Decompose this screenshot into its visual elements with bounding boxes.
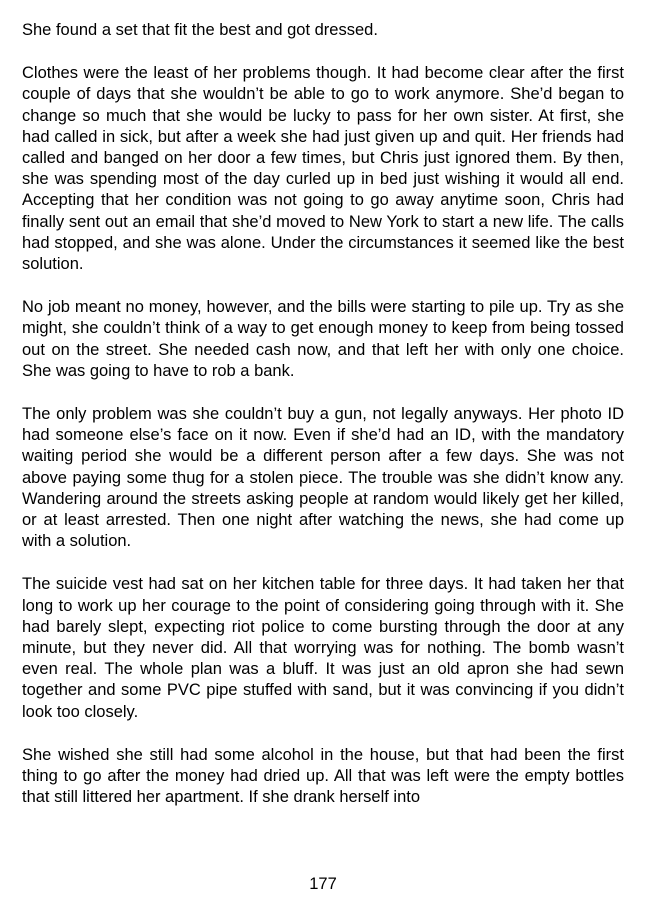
page-number: 177 [309, 875, 337, 893]
paragraph-5: The suicide vest had sat on her kitchen table for three days. It had taken her that long to work up her courage to the point of considering going through with it. She had barely slept, expecting riot police to come bursting through the door at any minute, but they never did. All that worrying was for nothing. The bomb wasn’t even real. The whole plan was a bluff. It was just an old apron she had sewn together and some PVC pipe stuffed with sand, but it was convincing if you didn’t look too closely. [22, 575, 624, 721]
paragraph-4: The only problem was she couldn’t buy a gun, not legally anyways. Her photo ID had someone else’s face on it now. Even if she’d had an ID, with the mandatory waiting period she would be a different person after a few days. She was not above paying some thug for a stolen piece. The trouble was she didn’t know any. Wandering around the streets asking people at random would likely get her killed, or at least arrested. Then one night after watching the news, she had come up with a solution. [22, 405, 624, 551]
page-body [22, 20, 624, 831]
paragraph-2: Clothes were the least of her problems though. It had become clear after the first couple of days that she wouldn’t be able to go to work anymore. She’d began to change so much that she would be lucky to pass for her own sister. At first, she had called in sick, but after a week she had just given up and quit. Her friends had called and banged on her door a few times, but Chris just ignored them. By then, she was spending most of the day curled up in bed just wishing it would all end. Accepting that her condition was not going to go away anytime soon, Chris had finally sent out an email that she’d moved to New York to start a new life. The calls had stopped, and she was alone. Under the circumstances it seemed like the best solution. [22, 64, 624, 274]
paragraph-3: No job meant no money, however, and the bills were starting to pile up. Try as she might, she couldn’t think of a way to get enough money to keep from being tossed out on the street. She needed cash now, and that left her with only one choice. She was going to have to rob a bank. [22, 298, 624, 380]
paragraph-1: She found a set that fit the best and got dressed. [22, 21, 378, 39]
paragraph-6: She wished she still had some alcohol in the house, but that had been the first thing to go after the money had dried up. All that was left were the empty bottles that still littered her apartment. If she drank herself into [22, 745, 624, 807]
